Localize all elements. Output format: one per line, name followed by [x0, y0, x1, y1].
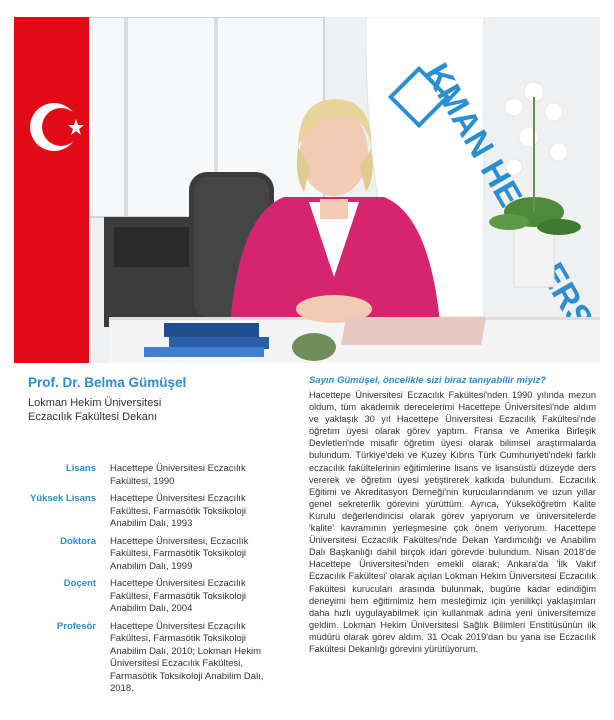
- education-label: Yüksek Lisans: [29, 493, 96, 504]
- education-text: Hacettepe Üniversitesi, Eczacılık Fakültesi, Farmasötik Toksikoloji Anabilim Dalı, 1999: [110, 535, 249, 572]
- turkish-flag: [14, 17, 89, 363]
- education-row: [28, 621, 273, 696]
- education-row: [28, 578, 273, 616]
- education-text: Hacettepe Üniversitesi Eczacılık Fakültesi, Farmasötik Toksikoloji Anabilim Dalı, 1993: [110, 493, 247, 529]
- education-label: Profesör: [56, 620, 96, 632]
- education-label: Doktora: [60, 535, 96, 547]
- affiliation-title: Eczacılık Fakültesi Dekanı: [28, 411, 157, 423]
- flag-lettering: KMAN ERSİTESİ: [417, 57, 600, 363]
- education-text: Hacettepe Üniversitesi Eczacılık Fakültesi, Farmasötik Toksikoloji Anabilim Dalı, 2010; Lokman Hekim Üniversitesi Eczacılık Fakültesi, Farmasötik Toksikoloji Anabilim Dalı, 2018.: [110, 620, 264, 694]
- education-list: [28, 463, 273, 701]
- interview-question: Sayın Gümüşel, öncelikle sizi biraz tanıyabilir miyiz?: [309, 375, 547, 386]
- education-row: [28, 536, 273, 574]
- education-text: Hacettepe Üniversitesi Eczacılık Fakültesi, Farmasötik Toksikoloji Anabilim Dalı, 2004: [110, 578, 247, 614]
- education-label: Doçent: [63, 578, 96, 589]
- portrait-photo: [14, 17, 600, 363]
- interview-section: [309, 375, 596, 655]
- person-name: Prof. Dr. Belma Gümüşel: [28, 375, 187, 390]
- interview-answer: Hacettepe Üniversitesi Eczacılık Fakültesi'nden 1990 yılında mezun oldum, tüm akademik derecelerimi Hacettepe Üniversitesi'nde aldım ve yaklaşık 30 yıl Hacettepe Üniversitesi Eczacılık Fakültesi'nde öğretim üyesi olarak görev yaptım. Fransa ve Amerika Birleşik Devletleri'nde misafir öğretim üyesi olarak bilimsel araştırmalarda bulundum. Türkiye'deki ve Kuzey Kıbrıs Türk Cumhuriyeti'ndeki farklı eczacılık fakültelerinin eğitimlerine lisans ve lisansüstü düzeyde ders vererek ve öğretim üyesi yetiştirerek katkıda bulundum. Eczacılık Eğitimi ve Akreditasyon Derneği'nin kurucularındanım ve uzun yıllar genel sekreterlik görevini yürüttüm. Ayrıca, Yükseköğretim Kalite Kurulu değerlendiricisi olarak görev yapıyorum ve üniversitelerde 'kalite' kavramının yerleşmesine çok önem veriyorum. Hacettepe Üniversitesi Eczacılık Fakültesi'nde Dekan Yardımcılığı ve Anabilim Dalı Başkanlığı dahil birçok idari görevde bulundum. Nisan 2018'de Hacettepe Üniversitesi'nden emekli olarak; Ankara'da 'İlk Vakıf Eczacılık Fakültesi' olarak açılan Lokman Hekim Üniversitesi Eczacılık Fakültesi kurucuları arasında bulunmak, bugüne kadar edindiğim deneyimi hem eğitimimiz hem mesleğimiz için yenilikçi yaklaşımları daha hızlı uygulayabilmek için kullanmak adına yeni üniversitemize geldim. Lokman Hekim Üniversitesi Sağlık Bilimleri Enstitüsünün ilk müdürü olarak görev aldım. 31 Ocak 2019'dan bu yana ise Eczacılık Fakültesi Dekanlığı görevini yürütüyorum.: [309, 390, 596, 654]
- education-row: [28, 493, 273, 531]
- education-label: Lisans: [65, 463, 96, 474]
- affiliation-university: Lokman Hekim Üniversitesi: [28, 397, 162, 409]
- profile-header: [28, 375, 268, 424]
- education-text: Hacettepe Üniversitesi Eczacılık Fakültesi, 1990: [110, 463, 246, 487]
- education-row: [28, 463, 273, 488]
